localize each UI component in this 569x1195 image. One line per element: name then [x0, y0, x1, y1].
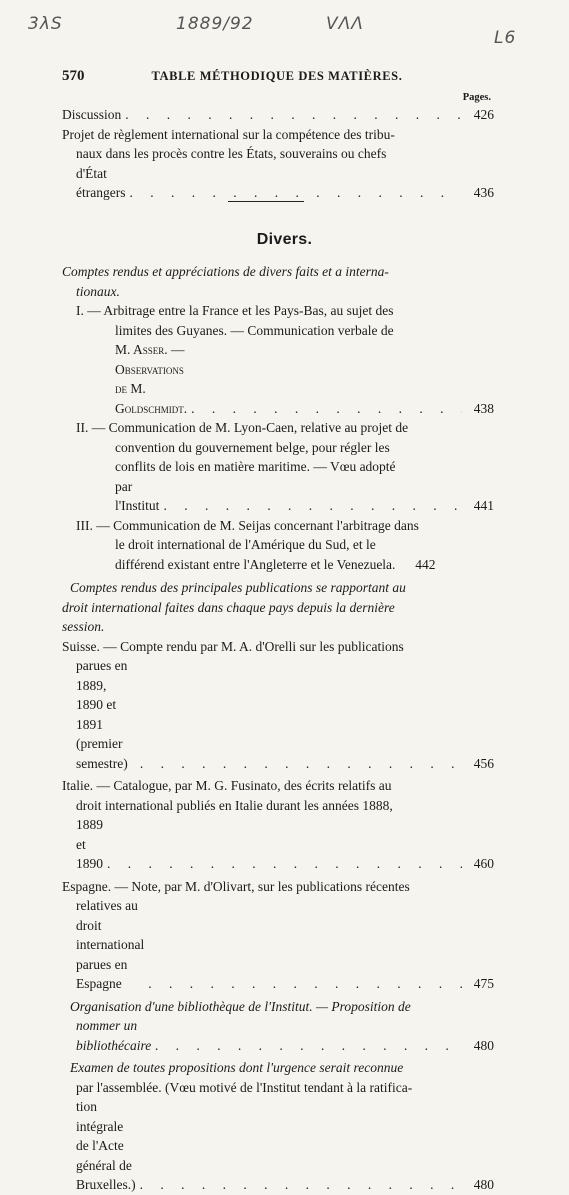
toc-entry-projet: Projet de règlement international sur la compétence des tribu- naux dans les procès contre les États, souverains ou chefs d'État étrangers . . . 436 [62, 125, 494, 203]
handwritten-note-mid: VΛΛ [326, 14, 364, 34]
entry-text: Discussion [62, 107, 122, 122]
section-title-divers: Divers. [256, 231, 313, 248]
page-number: 570 [62, 68, 85, 84]
toc-entry-discussion [62, 105, 494, 125]
divers-intro: Comptes rendus et appréciations de divers faits et a interna- tionaux. [62, 264, 389, 299]
entry-page: 441 [473, 498, 494, 513]
toc-entry-italie: Italie. — Catalogue, par M. G. Fusinato, des écrits relatifs au droit international publiés en Italie durant les années 1888, 1889 et 1890 . . . 460 [62, 776, 494, 874]
comptes-rendus-heading: Comptes rendus des principales publications se rapportant au droit international faites dans chaque pays depuis la dernière session. [62, 580, 406, 634]
toc-entry-espagne: Espagne. — Note, par M. d'Olivart, sur les publications récentes relatives au droit international parues en Espagne . . . 475 [62, 877, 494, 994]
entry-page: 475 [473, 976, 494, 991]
page-title: TABLE MÉTHODIQUE DES MATIÈRES. [151, 69, 403, 83]
entry-page: 426 [473, 107, 494, 122]
entry-page: 436 [473, 185, 494, 200]
toc-entry-organisation: Organisation d'une bibliothèque de l'Institut. — Proposition de nommer un bibliothécaire . . . 480 [62, 997, 494, 1056]
entry-page: 438 [473, 400, 494, 416]
toc-entry-suisse: Suisse. — Compte rendu par M. A. d'Orelli sur les publications parues en 1889, 1890 et 1891 (premier semestre) . . . 456 [62, 637, 494, 774]
toc-entry-item-1: I. — Arbitrage entre la France et les Pays-Bas, au sujet des limites des Guyanes. — Communication verbale de M. Asser. — Observations de M. Goldschmidt. . . . 438 [62, 301, 494, 418]
entry-page: 480 [473, 1037, 494, 1053]
toc-entry-item-2: II. — Communication de M. Lyon-Caen, relative au projet de convention du gouvernement belge, pour régler les conflits de lois en matière maritime. — Vœu adopté par l'Institut . . . 441 [62, 418, 494, 516]
toc-top [62, 105, 494, 203]
entry-page: 442 [415, 556, 436, 572]
entry-page: 460 [473, 856, 494, 871]
entry-page: 456 [473, 755, 494, 771]
section-divider [228, 201, 304, 202]
handwritten-note-left: 3λS [28, 14, 63, 34]
handwritten-note-right: L6 [494, 28, 517, 48]
toc-entry-examen: Examen de toutes propositions dont l'urgence serait reconnue par l'assemblée. (Vœu motivé de l'Institut tendant à la ratifica- tion intégrale de l'Acte général de Bruxelles.) . . . 480 [62, 1058, 494, 1195]
toc-divers [62, 262, 494, 1195]
pages-column-label: Pages. [462, 92, 491, 103]
toc-entry-item-3: III. — Communication de M. Seijas concernant l'arbitrage dans le droit international de l'Amérique du Sud, et le différend existant entre l'Angleterre et le Venezuela. 442 [62, 516, 494, 575]
page-header [62, 68, 492, 88]
entry-page: 480 [473, 1177, 494, 1192]
handwritten-date: 1889/92 [176, 14, 254, 34]
